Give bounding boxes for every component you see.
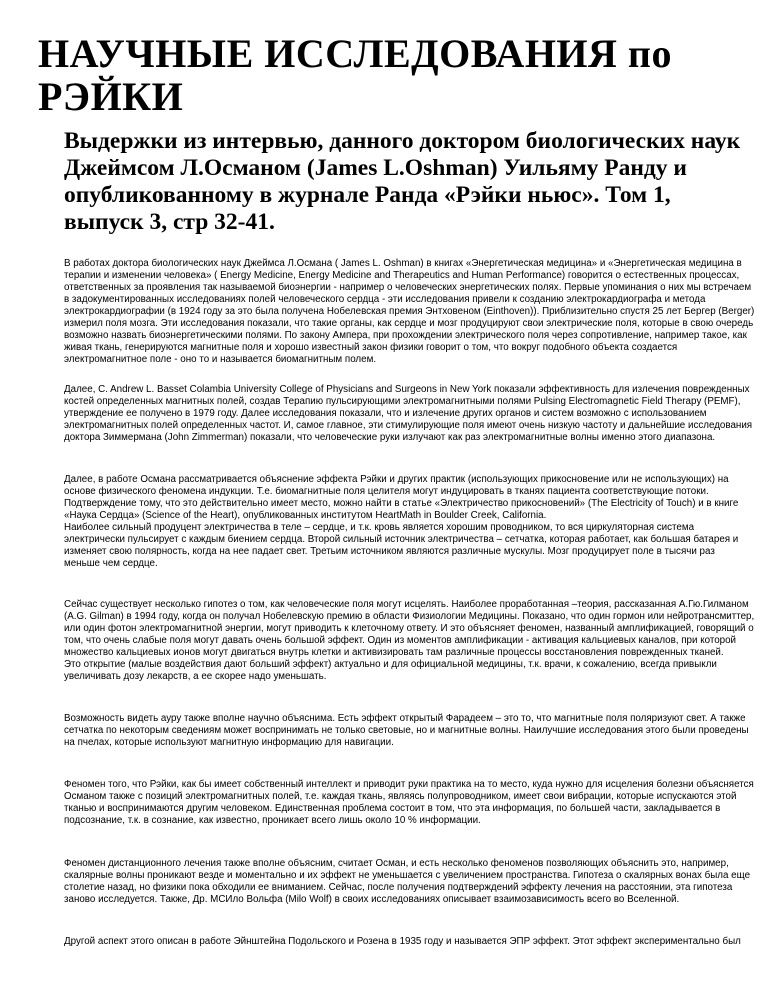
text-line: увеличивать дозу лекарств, а ее скорее надо уменьшать. — [64, 671, 327, 682]
text-line: подсознание, т.к. в сознание, как известно, проникает всего лишь около 10 % информации. — [64, 815, 481, 826]
text-line: Сейчас существует несколько гипотез о том, как человеческие поля могут исцелять. Наиболее проработанная –теория, рассказанная А.Гю.Гилманом — [64, 599, 749, 610]
text-line: Феномен того, что Рэйки, как бы имеет собственный интеллект и приводит руки практика на то место, куда нужно для исцеления болезни объясняется — [64, 779, 754, 790]
text-line: Это открытие (малые воздействия дают больший эффект) актуально и для официальной медицины, т.к. врачи, к сожалению, всегда привыкли — [64, 659, 717, 670]
paragraph-intelligence — [64, 779, 754, 827]
text-line: Наиболее сильный продуцент электричества в теле – сердце, и т.к. кровь является хорошим проводником, то вся циркуляторная система — [64, 522, 695, 533]
text-line: Феномен дистанционного лечения также вполне объясним, считает Осман, и есть несколько феноменов позволяющих объяснить это, например, — [64, 858, 729, 869]
text-line: изменяет свою полярность, когда на нее падает свет. Третьим источником являются различные мускулы. Мозг продуцирует поле в тысячи раз — [64, 546, 715, 557]
text-line: электрокардиографии (в 1924 году за это была получена Нобелевская премия Энтховеном (Einthoven)). Приблизительно спустя 25 лет Бергер (Berger) — [64, 306, 755, 317]
text-line: «Наука Сердца» (Science of the Heart), опубликованных институтом HeartMath in Boulder Creek, California. — [64, 510, 547, 521]
text-line: живая ткань, генерируются магнитные поля и хорошо известный закон физики говорит о том, что вокруг подобного объекта создается — [64, 342, 678, 353]
text-line: измерил поля мозга. Эти исследования показали, что такие органы, как сердце и мозг продуцируют свои электрические поля, которые в свою очередь — [64, 318, 754, 329]
text-line: основе физического феномена индукции. Т.е. биомагнитные поля целителя могут индуцировать в тканях пациента соответствующие потоки. — [64, 486, 709, 497]
text-line: скалярные волны проникают везде и моментально и их эффект не уменьшается с увеличением пространства. Гипотеза о скалярных вонах была еще — [64, 870, 751, 881]
page-title: НАУЧНЫЕ ИССЛЕДОВАНИЯ по РЭЙКИ — [38, 31, 672, 119]
text-line: утверждение ее получено в 1979 году. Далее исследования показали, что и излечение других органов и систем возможно с использованием — [64, 408, 707, 419]
paragraph-induction — [64, 474, 744, 570]
paragraph-amplification — [64, 599, 755, 683]
text-line: Далее, в работе Османа рассматривается объяснение эффекта Рэйки и других практик (использующих прикосновение или не использующих) на — [64, 474, 729, 485]
text-line: Подтверждение тому, что это действительно имеет место, можно найти в статье «Электричество прикосновений» (The Electricity of Touch) и в книге — [64, 498, 739, 509]
text-line: возможно назвать биоэнергетическими полями. По закону Ампера, при прохождении электрического поля через сопротивление, например такое, как — [64, 330, 747, 341]
text-line: на пчелах, которые используют магнитную информацию для навигации. — [64, 737, 394, 748]
text-line: доктора Зиммермана (John Zimmerman) показали, что человеческие руки излучают как раз электромагнитные волны именно этого диапазона. — [64, 432, 716, 443]
text-line: том, что очень слабые поля могут давать очень большой эффект. Один из моментов амплификации - активация кальциевых каналов, при которой — [64, 635, 737, 646]
text-line: Далее, C. Andrew L. Basset Colambia University College of Physicians and Surgeons in New York показали эффективность для излечения поврежденных — [64, 384, 750, 395]
text-line: меньше чем сердце. — [64, 558, 158, 569]
text-line: ответственных за проявления так называемой биоэнергии - например о человеческих энергетических полях. Первые упоминания о них мы встречаем — [64, 282, 752, 293]
text-line: тканью и воспринимаются другим человеком. Единственная проблема состоит в том, что эта информация, по большей части, закладывается в — [64, 803, 721, 814]
text-line: электромагнитных полей определенных частот. И, самое главное, эти стимулирующие поля имеют очень низкую частоту и дальнейшие исследования — [64, 420, 753, 431]
text-line: в задокументированных исследованиях полей человеческого сердца - эти исследования привели к созданию электрокардиографа и метода — [64, 294, 706, 305]
text-line: В работах доктора биологических наук Джеймса Л.Османа ( James L. Oshman) в книгах «Энергетическая медицина» и «Энергетическая медицина в — [64, 258, 742, 269]
text-line: Возможность видеть ауру также вполне научно объяснима. Есть эффект открытый Фарадеем – это то, что магнитные поля поляризуют свет. А также — [64, 713, 746, 724]
text-line: электромагнитное поле - оно то и называется биомагнитным полем. — [64, 354, 377, 365]
text-line: костей определенных магнитных полей, создав Терапию пульсирующими электромагнитными полями Pulsing Electromagnetic Field Therapy (PEMF), — [64, 396, 741, 407]
text-line: столетие назад, но физики пока обходили ее вниманием. Сейчас, после получения подтверждений эффекту лечения на расстоянии, эта гипотеза — [64, 882, 733, 893]
article-subtitle: Выдержки из интервью, данного доктором биологических наук Джеймсом Л.Османом (James L.Oshman) Уильяму Ранду и опубликованному в журнале Ранда «Рэйки ньюс». Том 1, выпуск 3, стр 32-41. — [64, 128, 741, 235]
paragraph-oshman-intro — [64, 258, 755, 366]
text-line: Другой аспект этого описан в работе Эйнштейна Подольского и Розена в 1935 году и называется ЭПР эффект. Этот эффект экспериментально был — [64, 936, 741, 947]
text-line: сетчатка по некоторым сведениям может воспринимать не только световые, но и магнитные волны. Наилучшие исследования этого были проведены — [64, 725, 749, 736]
text-line: множество кальциевых ионов могут двигаться внутрь клетки и активизировать там различные процессы восстановления поврежденных тканей. — [64, 647, 724, 658]
paragraph-pemf — [64, 384, 753, 444]
paragraph-distance-healing — [64, 858, 751, 906]
text-line: заново исследуется. Также, Др. МСИло Вольфа (Milo Wolf) в своих исследованиях описывает взаимозависимость всего во Вселенной. — [64, 894, 680, 905]
paragraph-aura — [64, 713, 749, 749]
text-line: (A.G. Gilman) в 1994 году, когда он получал Нобелевскую премию в области Физиологии Медицины. Показано, что один гормон или нейротрансмиттер, — [64, 611, 755, 622]
text-line: Османом также с позиций электромагнитных полей, т.е. каждая ткань, являясь полупроводником, имеет свои вибрации, которые испускаются этой — [64, 791, 737, 802]
text-line: терапии и изменении человека» ( Energy Medicine, Energy Medicine and Therapeutics and Human Performance) говорится о естественных процессах, — [64, 270, 740, 281]
paragraph-epr — [64, 936, 744, 948]
text-line: электрически пульсирует с каждым биением сердца. Второй сильный источник электричества – сетчатка, которая работает, как большая батарея и — [64, 534, 739, 545]
text-line: или один фотон электромагнитной энергии, могут приводить к клеточному ответу. И это объясняет феномен, названный амплификацией, говорящий о — [64, 623, 754, 634]
